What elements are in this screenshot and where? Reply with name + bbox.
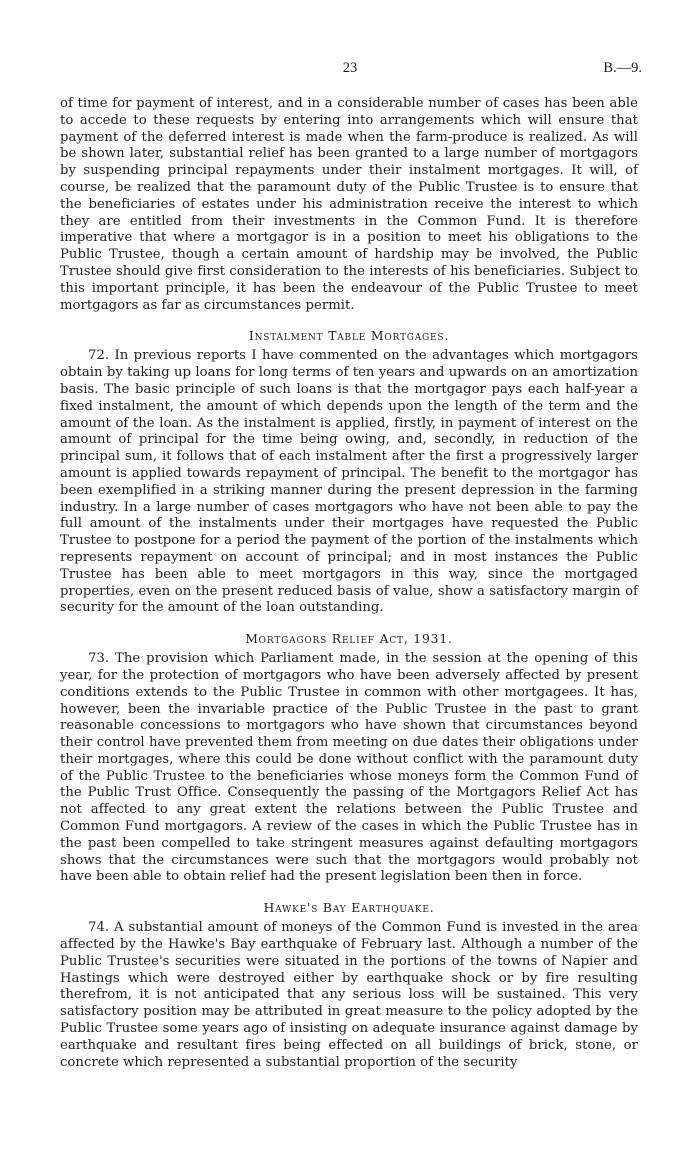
document-body — [60, 96, 638, 1071]
paragraph-continued: of time for payment of interest, and in a considerable number of cases has been able to accede to these requests by entering into arrangements which will ensure that payment of the deferred interest is made when the farm-produce is realized. As will be shown later, substantial relief has been granted to a large number of mortgagors by suspending principal repayments under their instalment mortgages. It will, of course, be realized that the paramount duty of the Public Trustee is to ensure that the beneficiaries of estates under his administration receive the interest to which they are entitled from their investments in the Common Fund. It is therefore imperative that where a mortgagor is in a position to meet his obligations to the Public Trustee, though a certain amount of hardship may be involved, the Public Trustee should give first consideration to the interests of his beneficiaries. Subject to this important principle, it has been the endeavour of the Public Trustee to meet mortgagors as far as circumstances permit. — [60, 96, 638, 313]
paragraph-73: 73. The provision which Parliament made, in the session at the opening of this year, for the protection of mortgagors who have been adversely affected by present conditions extends to the Public Trustee in common with other mortgagees. It has, however, been the invariable practice of the Public Trustee in the past to grant reasonable concessions to mortgagors who have shown that circumstances beyond their control have prevented them from meeting on due dates their obligations under their mortgages, where this could be done without conflict with the paramount duty of the Public Trustee to the beneficiaries whose moneys form the Common Fund of the Public Trust Office. Consequently the passing of the Mortgagors Relief Act has not affected to any great extent the relations between the Public Trustee and Common Fund mortgagors. A review of the cases in which the Public Trustee has in the past been compelled to take stringent measures against defaulting mortgagors shows that the circumstances were such that the mortgagors would probably not have been able to obtain relief had the present legislation been then in force. — [60, 651, 638, 885]
document-reference: B.—9. — [603, 60, 642, 76]
paragraph-72: 72. In previous reports I have commented on the advantages which mortgagors obtain by taking up loans for long terms of ten years and upwards on an amortization basis. The basic principle of such loans is that the mortgagor pays each half-year a fixed instalment, the amount of which depends upon the length of the term and the amount of the loan. As the instalment is applied, firstly, in payment of interest on the amount of principal for the time being owing, and, secondly, in reduction of the principal sum, it follows that of each instalment after the first a progressively larger amount is applied towards repayment of principal. The benefit to the mortgagor has been exemplified in a striking manner during the present depression in the farming industry. In a large number of cases mortgagors who have not been able to pay the full amount of the instalments under their mortgages have requested the Public Trustee to postpone for a period the payment of the portion of the instalments which represents repayment on account of principal; and in most instances the Public Trustee has been able to meet mortgagors in this way, since the mortgaged properties, even on the present reduced basis of value, show a satisfactory margin of security for the amount of the loan outstanding. — [60, 348, 638, 616]
page-header — [60, 60, 640, 80]
section-heading-mortgagors-relief-act: Mortgagors Relief Act, 1931. — [245, 631, 453, 647]
section-heading-hawkes-bay-earthquake: Hawke's Bay Earthquake. — [263, 900, 435, 916]
paragraph-74: 74. A substantial amount of moneys of the Common Fund is invested in the area affected by the Hawke's Bay earthquake of February last. Although a number of the Public Trustee's securities were situated in the portions of the towns of Napier and Hastings which were destroyed either by earthquake shock or by fire resulting therefrom, it is not anticipated that any serious loss will be sustained. This very satisfactory position may be attributed in great measure to the policy adopted by the Public Trustee some years ago of insisting on adequate insurance against damage by earthquake and resultant fires being effected on all buildings of brick, stone, or concrete which represented a substantial proportion of the security — [60, 920, 638, 1070]
section-heading-instalment-table-mortgages: Instalment Table Mortgages. — [248, 328, 450, 344]
page-number: 23 — [342, 60, 358, 76]
